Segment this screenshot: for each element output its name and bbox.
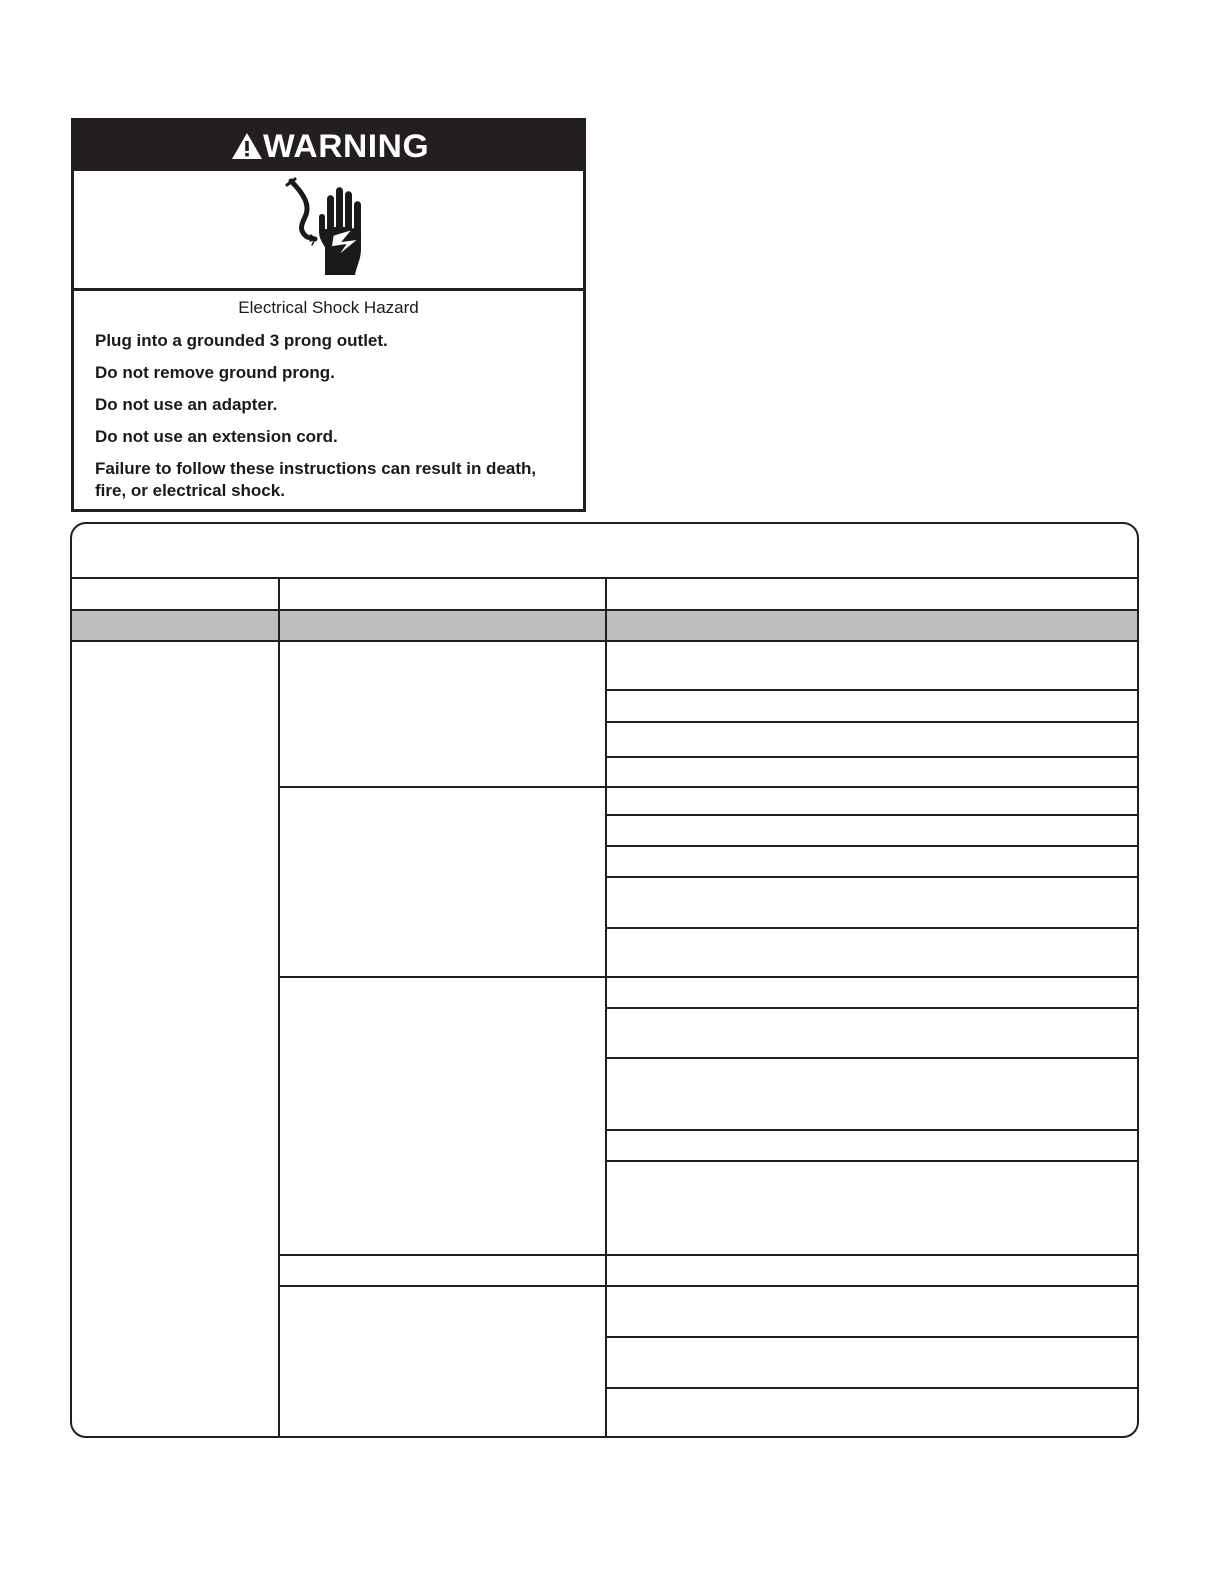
electrical-shock-hand-icon — [281, 177, 377, 282]
cause-group-divider — [280, 976, 1139, 978]
warning-text-block — [74, 291, 583, 502]
solution-row-divider — [607, 689, 1139, 691]
troubleshooting-table — [70, 522, 1139, 1438]
column-divider-problem — [278, 577, 280, 1438]
solution-row-divider — [607, 1007, 1139, 1009]
solution-row-divider — [607, 1057, 1139, 1059]
solution-row-divider — [607, 1160, 1139, 1162]
solution-row-divider — [607, 814, 1139, 816]
cause-group-divider — [280, 1285, 1139, 1287]
instruction-no-extension-cord: Do not use an extension cord. — [95, 427, 338, 446]
cause-group-divider — [280, 786, 1139, 788]
solution-row-divider — [607, 845, 1139, 847]
solution-row-divider — [607, 721, 1139, 723]
signal-word: WARNING — [263, 128, 430, 164]
instruction-ground-prong: Do not remove ground prong. — [95, 363, 335, 382]
solution-row-divider — [607, 756, 1139, 758]
hazard-title: Electrical Shock Hazard — [238, 298, 419, 317]
solution-row-divider — [607, 1336, 1139, 1338]
solution-row-divider — [607, 1129, 1139, 1131]
warning-consequence: Failure to follow these instructions can result in death, fire, or electrical shock. — [95, 459, 537, 500]
instruction-no-adapter: Do not use an adapter. — [95, 395, 278, 414]
solution-row-divider — [607, 927, 1139, 929]
instruction-grounded-outlet: Plug into a grounded 3 prong outlet. — [95, 331, 388, 350]
electrical-shock-warning — [71, 118, 586, 512]
solution-row-divider — [607, 1387, 1139, 1389]
warning-header — [74, 121, 583, 171]
cause-group-divider — [280, 1254, 1139, 1256]
exclamation-triangle-icon — [231, 132, 263, 160]
solution-row-divider — [607, 876, 1139, 878]
hazard-pictogram-panel — [74, 171, 583, 291]
